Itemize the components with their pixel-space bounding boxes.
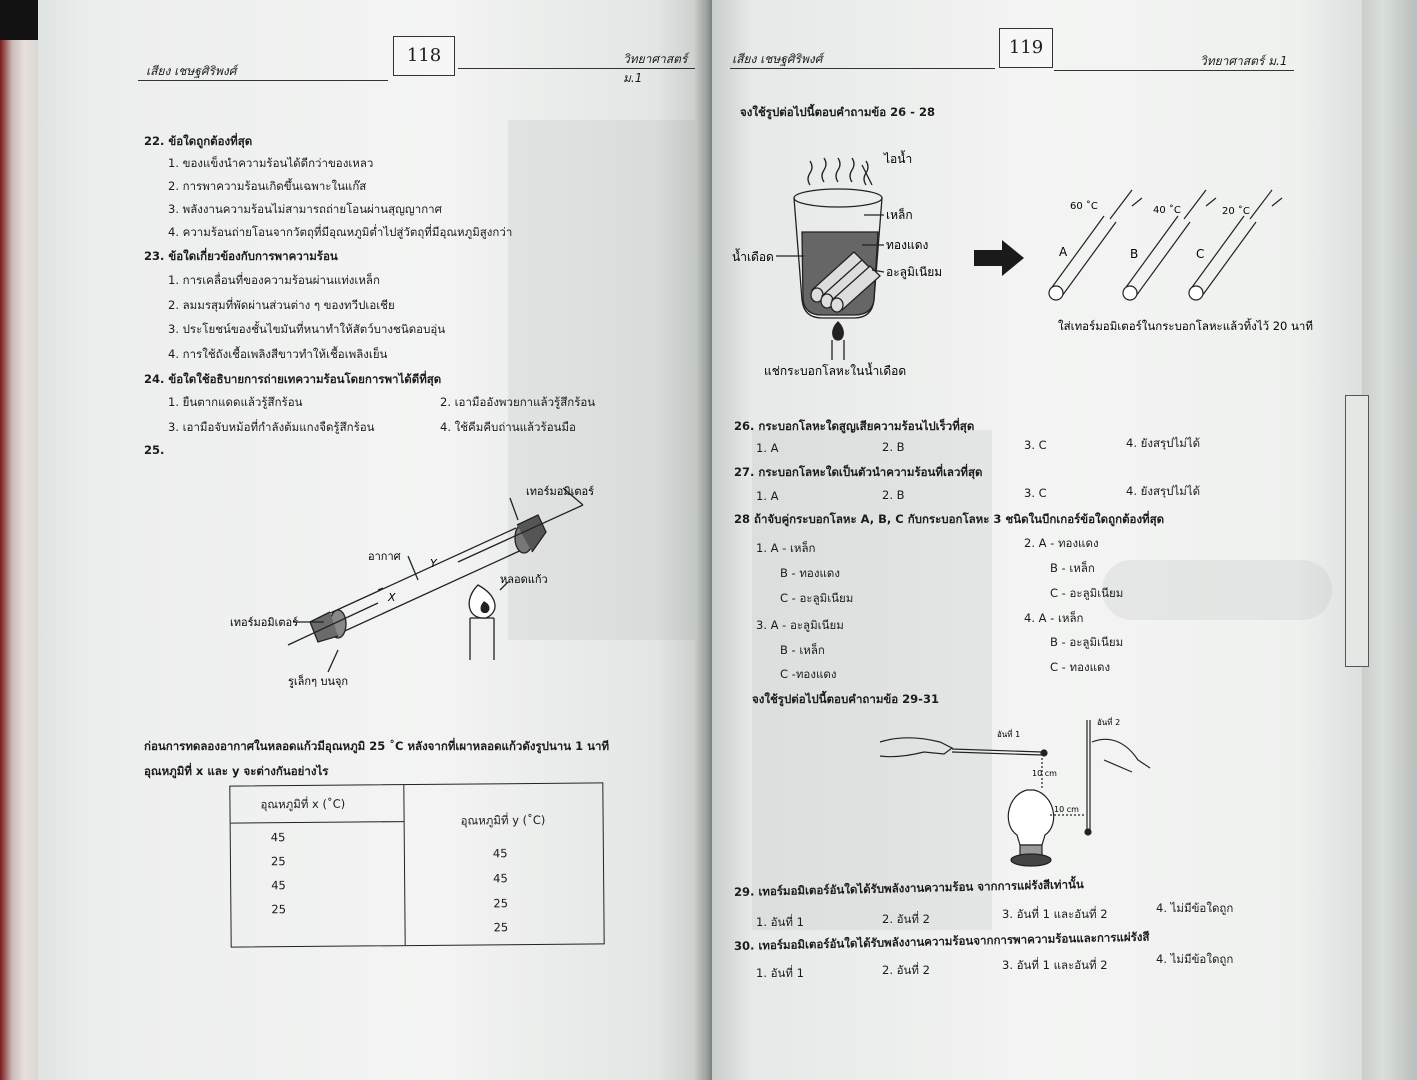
- choice: 4. ยังสรุปไม่ได้: [1126, 484, 1201, 498]
- header-subject: วิทยาศาสตร์ ม.1: [623, 52, 688, 85]
- label-40c: 40 ˚C: [1153, 205, 1181, 216]
- instruction-29-31: จงใช้รูปต่อไปนี้ตอบคำถามข้อ 29-31: [752, 692, 939, 706]
- choice: 3. พลังงานความร้อนไม่สามารถถ่ายโอนผ่านสุญญากาศ: [168, 202, 442, 216]
- table-cell: 45: [493, 871, 508, 886]
- choice: 3. ประโยชน์ของชั้นไขมันที่หนาทำให้สัตว์บางชนิดอบอุ่น: [168, 322, 446, 336]
- choice: 2. การพาความร้อนเกิดขึ้นเฉพาะในแก๊ส: [168, 179, 367, 193]
- question-25-stem: ก่อนการทดลองอากาศในหลอดแก้วมีอุณหภูมิ 25 ˚C หลังจากที่เผาหลอดแก้วดังรูปนาน 1 นาที: [144, 739, 610, 753]
- choice: 1. อันที่ 1: [756, 915, 804, 929]
- choice: 2. อันที่ 2: [882, 912, 930, 926]
- header-subject: วิทยาศาสตร์ ม.1: [1200, 54, 1288, 68]
- option-3-line: B - เหล็ก: [780, 643, 825, 657]
- choice: 1. การเคลื่อนที่ของความร้อนผ่านแท่งเหล็ก: [168, 273, 380, 287]
- page-number: 118: [393, 36, 455, 76]
- option-3-line: 3. A - อะลูมิเนียม: [756, 618, 844, 632]
- table-cell: 45: [271, 878, 286, 893]
- option-1-line: C - อะลูมิเนียม: [780, 591, 854, 605]
- question-23: 23. ข้อใดเกี่ยวข้องกับการพาความร้อน: [144, 249, 338, 263]
- choice: 2. เอามืออังพวยกาแล้วรู้สึกร้อน: [440, 395, 596, 409]
- choice: 1. A: [756, 441, 779, 455]
- choice: 2. B: [882, 488, 905, 502]
- choice: 2. ลมมรสุมที่พัดผ่านส่วนต่าง ๆ ของทวีปเอเชีย: [168, 298, 395, 312]
- label-x: X: [388, 591, 396, 604]
- option-2-line: C - อะลูมิเนียม: [1050, 586, 1124, 600]
- question-26: 26. กระบอกโลหะใดสูญเสียความร้อนไปเร็วที่สุด: [734, 419, 975, 433]
- label-no1: อันที่ 1: [997, 730, 1021, 739]
- label-60c: 60 ˚C: [1070, 201, 1098, 212]
- label-y: Y: [430, 557, 437, 570]
- choice: 2. อันที่ 2: [882, 963, 930, 977]
- left-page-edges: [0, 40, 40, 1080]
- question-28: 28 ถ้าจับคู่กระบอกโลหะ A, B, C กับกระบอกโลหะ 3 ชนิดในบีกเกอร์ข้อใดถูกต้องที่สุด: [734, 512, 1165, 526]
- choice: 1. อันที่ 1: [756, 966, 804, 980]
- label-aluminium: อะลูมิเนียม: [886, 265, 943, 279]
- column-header-x: อุณหภูมิที่ x (˚C): [260, 796, 346, 812]
- option-4-line: C - ทองแดง: [1050, 660, 1111, 674]
- choice: 4. การใช้ถังเชื้อเพลิงสีขาวทำให้เชื้อเพลิงเย็น: [168, 347, 388, 361]
- option-3-line: C -ทองแดง: [780, 667, 837, 681]
- question-22: 22. ข้อใดถูกต้องที่สุด: [144, 134, 253, 148]
- header-author: เสียง เชษฐศิริพงศ์: [146, 64, 237, 78]
- option-2-line: B - เหล็ก: [1050, 561, 1095, 575]
- label-a: A: [1059, 245, 1068, 259]
- question-25-number: 25.: [144, 443, 165, 457]
- label-boiling-water: น้ำเดือด: [732, 250, 774, 264]
- choice: 1. ยืนตากแดดแล้วรู้สึกร้อน: [168, 395, 303, 409]
- choice: 3. C: [1024, 486, 1047, 500]
- choice: 1. A: [756, 489, 779, 503]
- option-4-line: B - อะลูมิเนียม: [1050, 635, 1124, 649]
- left-page: [38, 0, 702, 1080]
- label-c: C: [1196, 247, 1205, 261]
- table-cell: 25: [270, 854, 286, 869]
- page-tab-marker: [1345, 395, 1369, 667]
- choice: 3. อันที่ 1 และอันที่ 2: [1002, 907, 1108, 921]
- choice: 4. ยังสรุปไม่ได้: [1126, 436, 1201, 450]
- label-no2: อันที่ 2: [1097, 718, 1121, 727]
- label-small-hole: รูเล็กๆ บนจุก: [288, 675, 349, 688]
- choice: 1. ของแข็งนำความร้อนได้ดีกว่าของเหลว: [168, 156, 374, 170]
- label-steam: ไอน้ำ: [884, 152, 913, 166]
- table-cell: 45: [492, 846, 508, 861]
- header-author: เสียง เชษฐศิริพงศ์: [732, 52, 823, 66]
- choice: 4. ไม่มีข้อใดถูก: [1156, 952, 1234, 966]
- caption-20min: ใส่เทอร์มอมิเตอร์ในกระบอกโลหะแล้วทิ้งไว้ 20 นาที: [1058, 319, 1313, 333]
- choice: 3. อันที่ 1 และอันที่ 2: [1002, 958, 1108, 972]
- glass-tube-diagram: [38, 0, 702, 720]
- table-cell: 25: [493, 920, 509, 935]
- label-glass-tube: หลอดแก้ว: [500, 573, 548, 586]
- question-24: 24. ข้อใดใช้อธิบายการถ่ายเทความร้อนโดยการพาได้ดีที่สุด: [144, 372, 442, 386]
- choice: 2. B: [882, 440, 905, 454]
- table-cell: 45: [270, 830, 286, 845]
- label-distance-1: 10 cm: [1032, 769, 1057, 778]
- question-27: 27. กระบอกโลหะใดเป็นตัวนำความร้อนที่เลวที่สุด: [734, 465, 983, 479]
- temperature-table: [229, 782, 604, 947]
- question-25-stem: อุณหภูมิที่ x และ y จะต่างกันอย่างไร: [144, 764, 329, 778]
- instruction-26-28: จงใช้รูปต่อไปนี้ตอบคำถามข้อ 26 - 28: [740, 105, 935, 119]
- label-iron: เหล็ก: [886, 208, 913, 222]
- label-20c: 20 ˚C: [1222, 206, 1250, 217]
- bulb-thermometers-diagram: [712, 0, 1362, 880]
- choice: 4. ไม่มีข้อใดถูก: [1156, 901, 1234, 915]
- page-number: 119: [999, 28, 1053, 68]
- option-1-line: B - ทองแดง: [780, 566, 840, 580]
- label-thermometer-left: เทอร์มอมิเตอร์: [230, 616, 299, 629]
- choice: 3. เอามือจับหม้อที่กำลังต้มแกงจืดรู้สึกร้อน: [168, 420, 375, 434]
- label-thermometer-top: เทอร์มอมิเตอร์: [526, 485, 595, 498]
- caption-soak: แช่กระบอกโลหะในน้ำเดือด: [764, 364, 907, 378]
- option-1-line: 1. A - เหล็ก: [756, 541, 816, 555]
- choice: 4. ความร้อนถ่ายโอนจากวัตถุที่มีอุณหภูมิต่ำไปสู่วัตถุที่มีอุณหภูมิสูงกว่า: [168, 225, 513, 239]
- choice: 3. C: [1024, 438, 1047, 452]
- label-distance-2: 10 cm: [1054, 805, 1079, 814]
- label-copper: ทองแดง: [886, 238, 929, 252]
- table-cell: 25: [493, 896, 509, 911]
- option-2-line: 2. A - ทองแดง: [1024, 536, 1099, 550]
- choice: 4. ใช้คีมคีบถ่านแล้วร้อนมือ: [440, 420, 576, 434]
- column-header-y: อุณหภูมิที่ y (˚C): [460, 812, 546, 828]
- right-page: [712, 0, 1362, 1080]
- table-cell: 25: [271, 902, 287, 917]
- question-29: 29. เทอร์มอมิเตอร์อันใดได้รับพลังงานความร้อน จากการแผ่รังสีเท่านั้น: [733, 877, 1084, 899]
- label-air: อากาศ: [368, 550, 401, 563]
- label-b: B: [1130, 247, 1139, 261]
- option-4-line: 4. A - เหล็ก: [1024, 611, 1084, 625]
- question-30: 30. เทอร์มอมิเตอร์อันใดได้รับพลังงานความร้อนจากการพาความร้อนและการแผ่รังสี: [733, 929, 1150, 953]
